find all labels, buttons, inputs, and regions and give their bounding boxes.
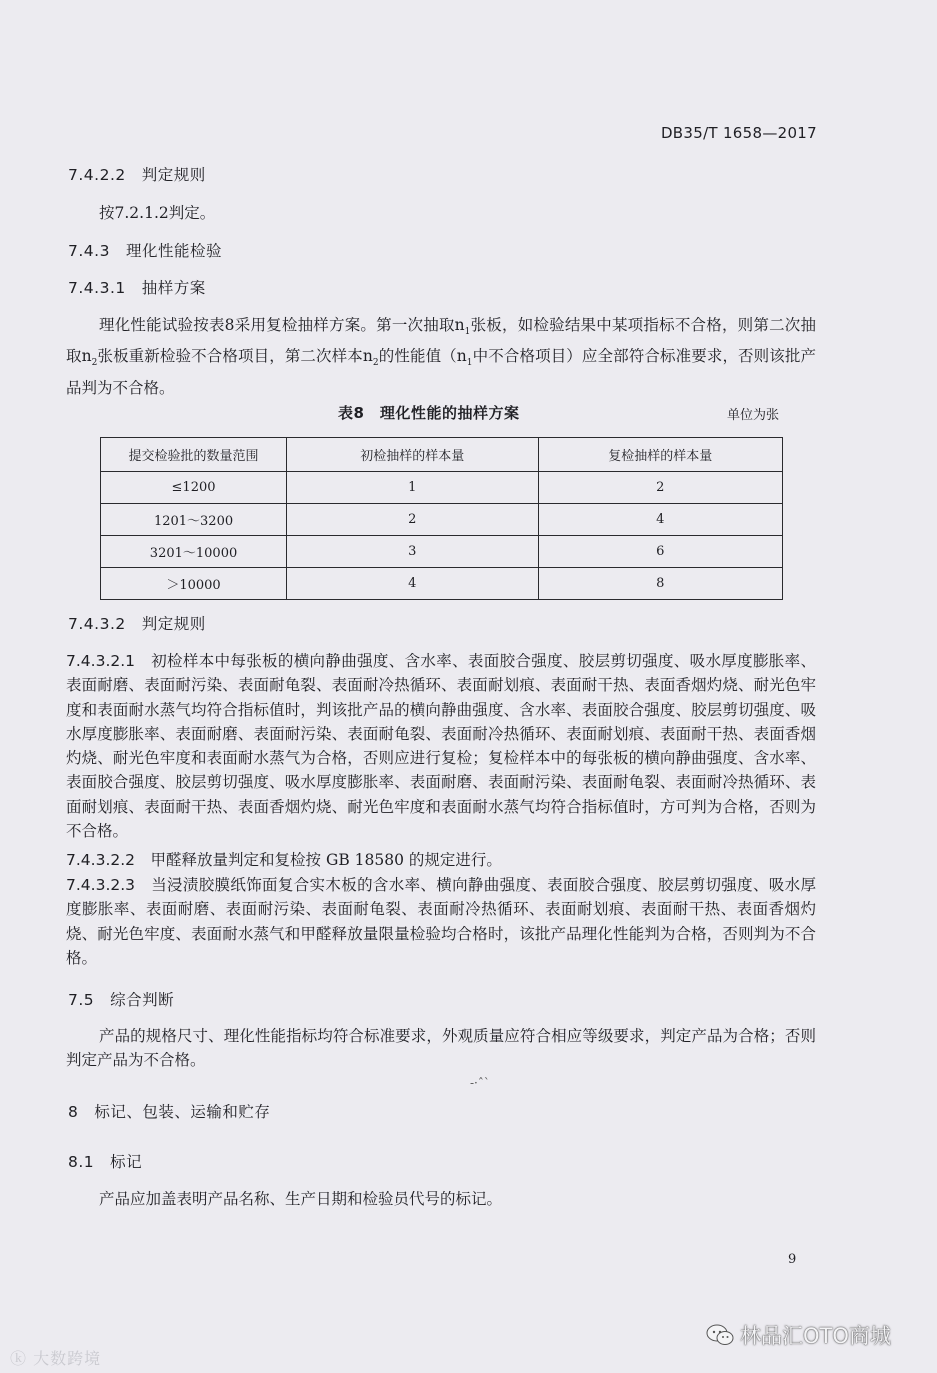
section-8-1-heading: [68, 1150, 142, 1172]
table-cell: 8: [538, 568, 783, 600]
table-cell: 3201～10000: [101, 536, 287, 568]
section-7-4-2-2-heading: [68, 163, 206, 185]
standard-code: DB35/T 1658—2017: [660, 124, 817, 142]
scan-mark: -·ˆ`: [470, 1076, 490, 1090]
table-row: [101, 536, 783, 568]
section-7-4-3-1-heading: [68, 276, 206, 298]
table-header-cell: 提交检验批的数量范围: [101, 438, 287, 472]
section-number: 8: [68, 1103, 79, 1121]
section-7-5-text: 产品的规格尺寸、理化性能指标均符合标准要求，外观质量应符合相应等级要求，判定产品为合格；否则判定产品为不合格。: [66, 1027, 816, 1070]
section-7-4-3-2-1-text: 7.4.3.2.1 初检样本中每张板的横向静曲强度、含水率、表面胶合强度、胶层剪切强度、吸水厚度膨胀率、表面耐磨、表面耐污染、表面耐龟裂、表面耐冷热循环、表面耐划痕、表面耐干热、表面香烟灼烧、耐光色牢度和表面耐水蒸气均符合指标值时，判该批产品的横向静曲强度、含水率、表面胶合强度、胶层剪切强度、吸水厚度膨胀率、表面耐磨、表面耐污染、表面耐龟裂、表面耐冷热循环、表面耐划痕、表面耐干热、表面香烟灼烧、耐光色牢度和表面耐水蒸气为合格，否则应进行复检；复检样本中的每张板的横向静曲强度、含水率、表面胶合强度、胶层剪切强度、吸水厚度膨胀率、表面耐磨、表面耐污染、表面耐龟裂、表面耐冷热循环、表面耐划痕、表面耐干热、表面香烟灼烧、耐光色牢度和表面耐水蒸气均符合指标值时，方可判为合格，否则为不合格。: [66, 652, 816, 841]
section-title: 判定规则: [141, 615, 206, 633]
table-cell: 4: [287, 568, 538, 600]
section-number: 7.4.3.2: [68, 615, 126, 633]
table-cell: 1201～3200: [101, 504, 287, 536]
section-number: 7.4.3: [68, 242, 110, 260]
section-number: 7.4.2.2: [68, 166, 126, 184]
sampling-table: [100, 437, 783, 600]
section-7-4-3-2-3-text: 7.4.3.2.3 当浸渍胶膜纸饰面复合实木板的含水率、横向静曲强度、表面胶合强度、胶层剪切强度、吸水厚度膨胀率、表面耐磨、表面耐污染、表面耐龟裂、表面耐冷热循环、表面耐划痕、表面耐干热、表面香烟灼烧、耐光色牢度、表面耐水蒸气和甲醛释放量限量检验均合格时，该批产品理化性能判为合格，否则判为不合格。: [66, 876, 816, 967]
section-7-4-2-2-text: 按7.2.1.2判定。: [99, 204, 216, 222]
table-row: [101, 504, 783, 536]
table-cell: 1: [287, 472, 538, 504]
table-unit: 单位为张: [726, 408, 779, 423]
section-8-heading: [68, 1100, 270, 1122]
table-header-cell: 复检抽样的样本量: [538, 438, 783, 472]
section-7-5-heading: [68, 988, 174, 1010]
section-number: 7.4.3.2.3: [66, 876, 136, 894]
section-title: 标记: [110, 1153, 143, 1171]
section-8-1-text: 产品应加盖表明产品名称、生产日期和检验员代号的标记。: [99, 1190, 503, 1208]
section-number: 7.4.3.2.2: [66, 851, 136, 869]
section-number: 8.1: [68, 1153, 95, 1171]
table-cell: 2: [538, 472, 783, 504]
section-number: 7.5: [68, 991, 95, 1009]
watermark-right: 林品汇OTO商城: [706, 1320, 891, 1350]
table-caption: 表8 理化性能的抽样方案: [338, 404, 520, 422]
table-cell: 2: [287, 504, 538, 536]
section-7-4-3-2-2-text: 7.4.3.2.2 甲醛释放量判定和复检按 GB 18580 的规定进行。: [66, 851, 502, 869]
watermark-logo-icon: ⓚ: [10, 1349, 28, 1368]
section-number: 7.4.3.1: [68, 279, 126, 297]
table-cell: ＞10000: [101, 568, 287, 600]
table-row: [101, 472, 783, 504]
section-title: 判定规则: [141, 166, 206, 184]
watermark-left: ⓚ 大数跨境: [10, 1349, 102, 1368]
table-cell: 3: [287, 536, 538, 568]
table-row: [101, 568, 783, 600]
table-cell: 6: [538, 536, 783, 568]
table-header-row: [101, 438, 783, 472]
section-number: 7.4.3.2.1: [66, 652, 136, 670]
section-title: 综合判断: [110, 991, 175, 1009]
wechat-icon: [706, 1324, 734, 1346]
section-title: 理化性能检验: [125, 242, 222, 260]
section-7-4-3-heading: [68, 239, 222, 261]
table-cell: 4: [538, 504, 783, 536]
section-7-4-3-1-text: 理化性能试验按表8采用复检抽样方案。第一次抽取$n_1$张板，如检验结果中某项指标不合格，则第二次抽取$n_2$张板重新检验不合格项目，第二次样本$n_2$的性能值（$n_1$中不合格项目）应全部符合标准要求，否则该批产品判为不合格。: [66, 316, 817, 397]
table-header-cell: 初检抽样的样本量: [287, 438, 538, 472]
table-cell: ≤1200: [101, 472, 287, 504]
section-title: 抽样方案: [141, 279, 206, 297]
section-title: 标记、包装、运输和贮存: [94, 1103, 271, 1121]
page-number: 9: [788, 1252, 797, 1267]
section-7-4-3-2-heading: [68, 612, 206, 634]
